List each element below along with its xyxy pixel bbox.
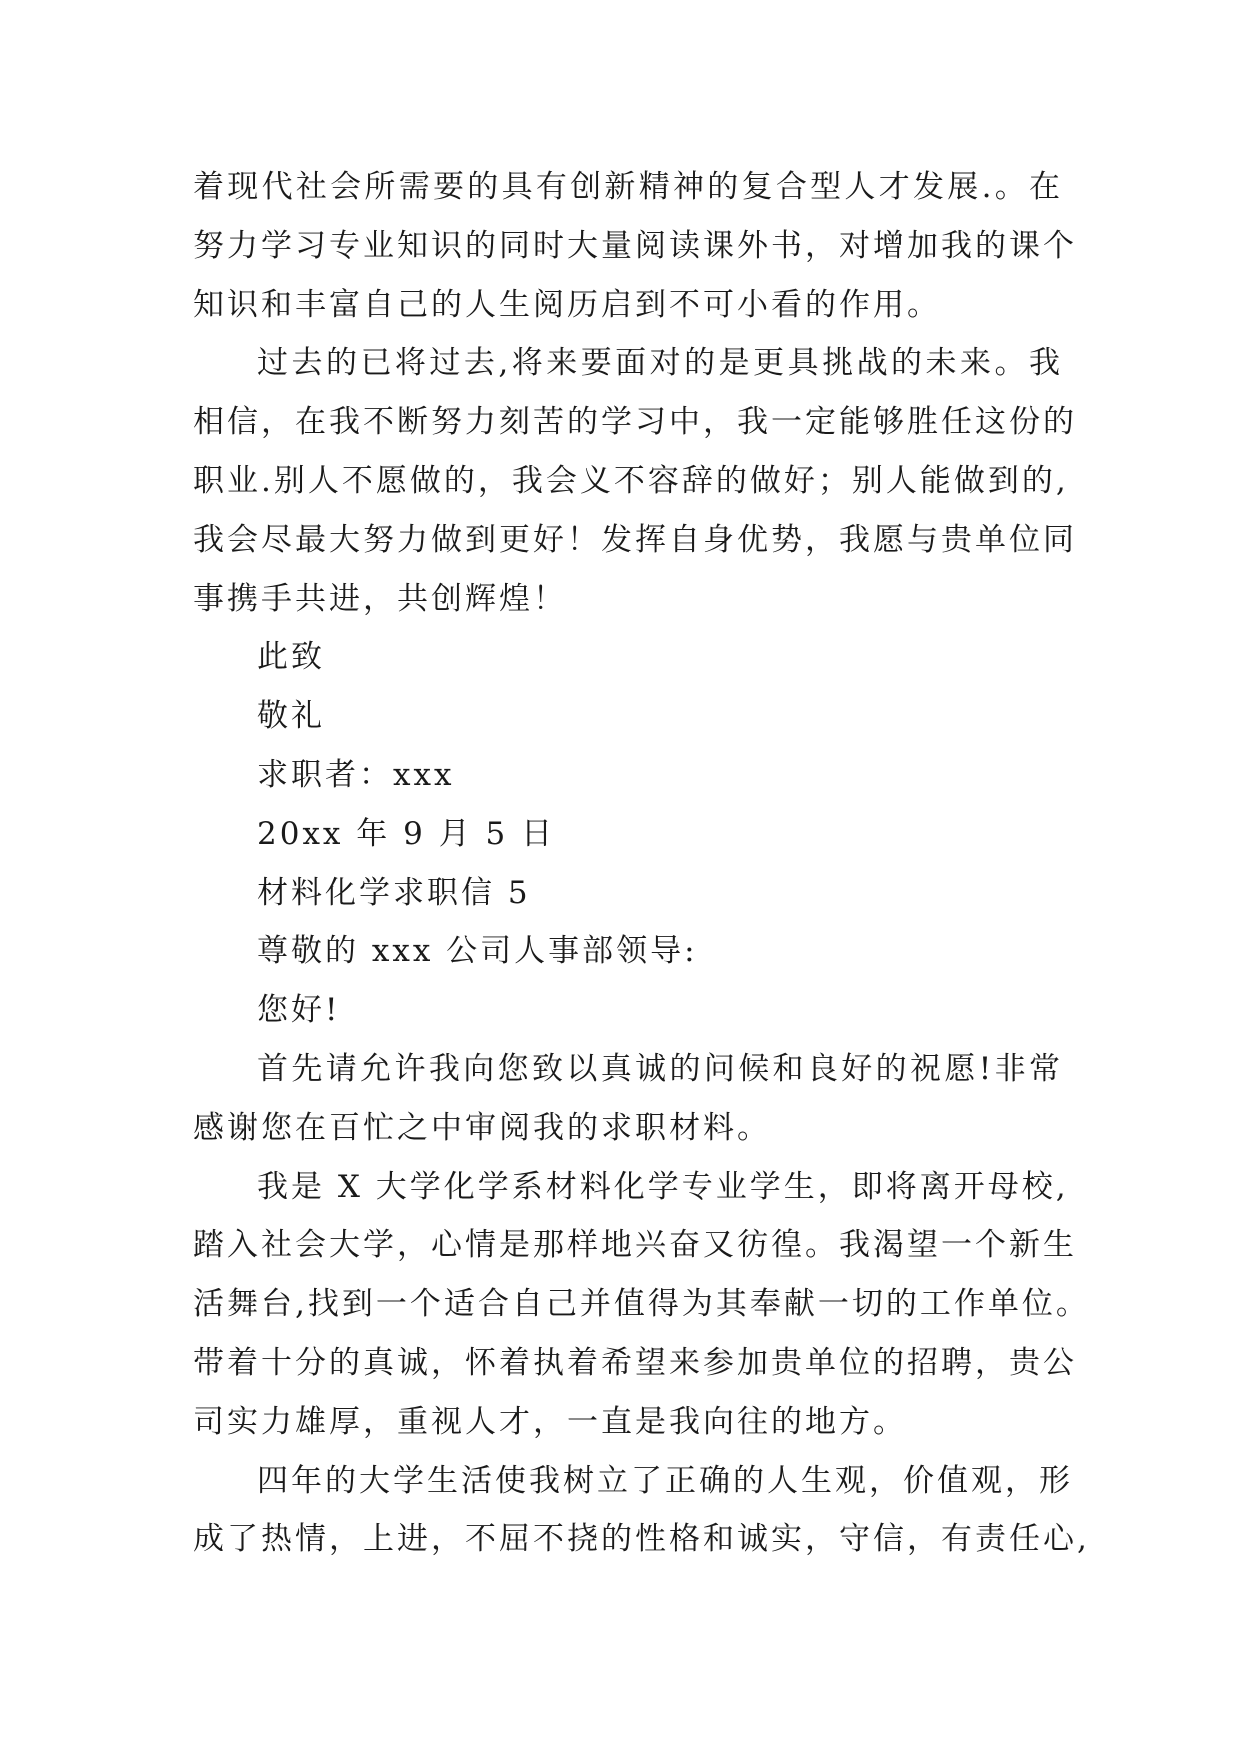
text-line: 知识和丰富自己的人生阅历启到不可小看的作用。 [193,286,941,323]
letter-body [193,158,1090,1569]
text-line: 事携手共进，共创辉煌！ [193,580,567,617]
date-line: 20xx 年 9 月 5 日 [257,815,556,852]
section-title: 材料化学求职信 5 [257,874,531,911]
greeting-addressee: 尊敬的 xxx 公司人事部领导: [257,933,698,970]
closing-regards: 敬礼 [257,698,325,735]
text-line: 我是 X 大学化学系材料化学专业学生，即将离开母校, [257,1168,1069,1205]
text-line: 四年的大学生活使我树立了正确的人生观，价值观，形 [257,1462,1073,1499]
text-line: 带着十分的真诚，怀着执着希望来参加贵单位的招聘，贵公 [193,1344,1077,1381]
text-line: 着现代社会所需要的具有创新精神的复合型人才发展.。在 [193,169,1063,205]
text-line: 过去的已将过去,将来要面对的是更具挑战的未来。我 [257,345,1063,382]
text-line: 职业.别人不愿做的，我会义不容辞的做好；别人能做到的, [193,462,1069,499]
text-line: 司实力雄厚，重视人才，一直是我向往的地方。 [193,1403,907,1440]
text-line: 活舞台,找到一个适合自己并值得为其奉献一切的工作单位。 [193,1286,1090,1323]
text-line: 首先请允许我向您致以真诚的问候和良好的祝愿!非常 [257,1050,1063,1087]
signature-line: 求职者：xxx [257,756,455,793]
text-line: 努力学习专业知识的同时大量阅读课外书，对增加我的课个 [193,227,1077,264]
text-line: 相信，在我不断努力刻苦的学习中，我一定能够胜任这份的 [193,404,1077,441]
text-line: 感谢您在百忙之中审阅我的求职材料。 [193,1109,771,1146]
text-line: 踏入社会大学，心情是那样地兴奋又彷徨。我渴望一个新生 [193,1227,1077,1264]
text-line: 我会尽最大努力做到更好！发挥自身优势，我愿与贵单位同 [193,521,1077,558]
closing-salutation: 此致 [257,639,325,676]
greeting: 您好! [257,992,341,1029]
text-line: 成了热情，上进，不屈不挠的性格和诚实，守信，有责任心, [193,1521,1090,1558]
